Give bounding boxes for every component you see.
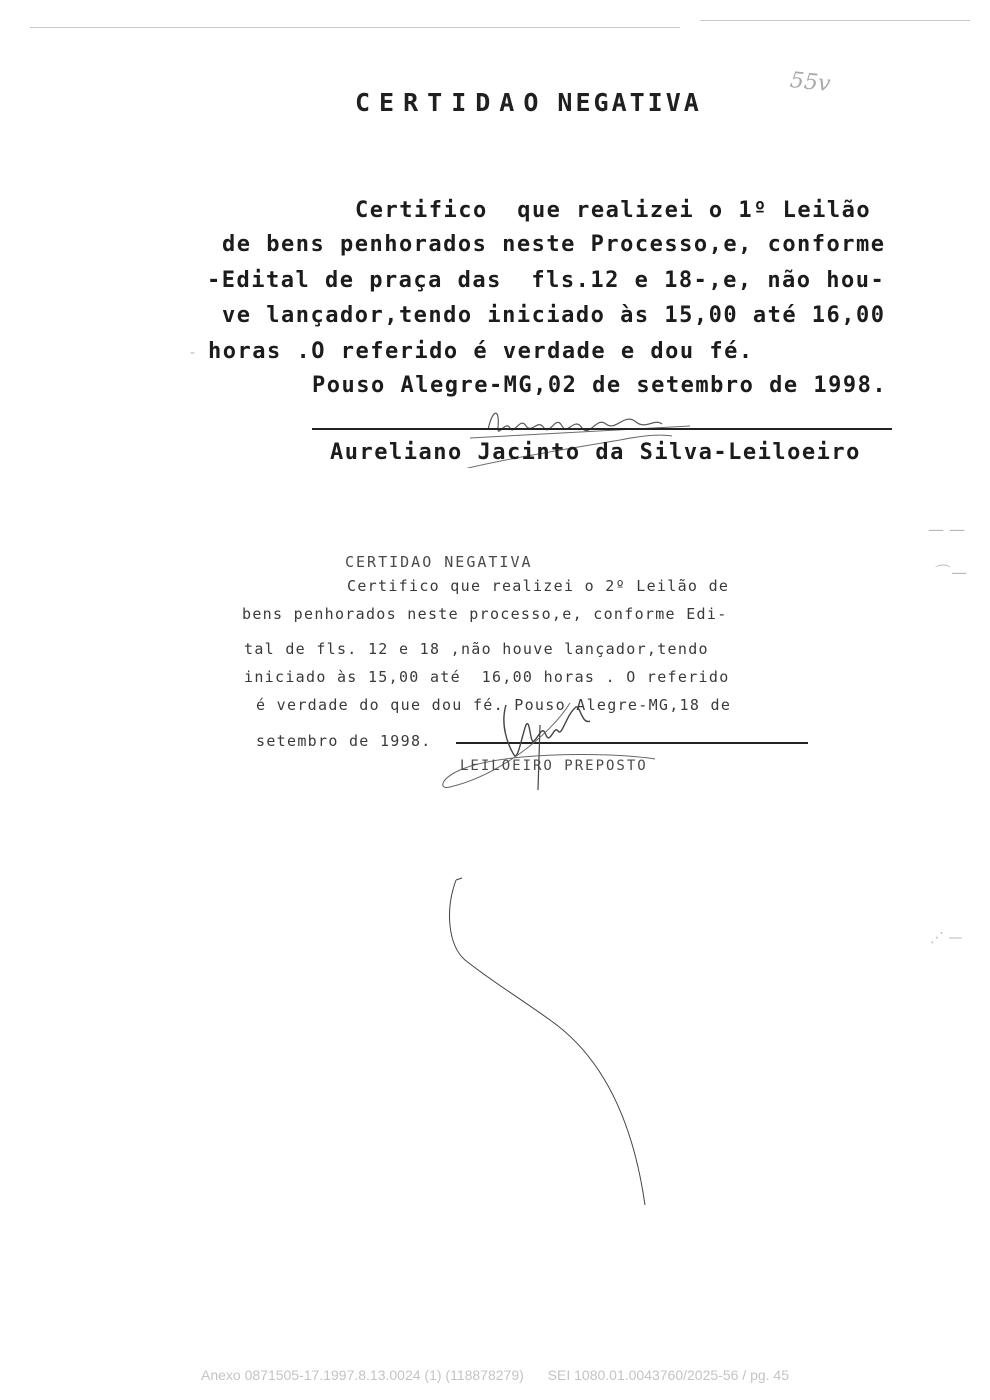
signature-2 [430, 695, 690, 805]
certificate-2-role: LEILOEIRO PREPOSTO [460, 758, 648, 774]
certificate-1-title-word1: CERTIDAO [355, 88, 548, 117]
page-number: 55v [788, 67, 832, 98]
certificate-2-line: é verdade do que dou fé. Pouso Alegre-MG,18 de [256, 696, 732, 714]
certificate-2-line: Certifico que realizei o 2º Leilão de [347, 577, 730, 595]
scan-mark: ⌒— [935, 563, 968, 582]
certificate-2-line: iniciado às 15,00 até 16,00 horas . O referido [244, 668, 730, 686]
scan-mark: ⋰ — [930, 930, 963, 946]
scan-mark: - [190, 345, 196, 361]
certificate-1-signer: Aureliano Jacinto da Silva-Leiloeiro [330, 440, 861, 465]
scan-mark: — — [928, 520, 966, 539]
signature-line [312, 428, 892, 430]
footer-sei-reference: SEI 1080.01.0043760/2025-56 / pg. 45 [547, 1367, 789, 1383]
certificate-1-line: -Edital de praça das fls.12 e 18-,e, não hou- [207, 268, 886, 293]
certificate-1-line: Pouso Alegre-MG,02 de setembro de 1998. [312, 373, 888, 398]
scan-edge-line [700, 20, 970, 21]
certificate-1-line: horas .O referido é verdade e dou fé. [208, 339, 754, 364]
certificate-1-line: de bens penhorados neste Processo,e, conforme [222, 232, 886, 257]
scan-edge-line [30, 27, 680, 28]
pen-stroke [440, 870, 670, 1220]
certificate-1-title-word2: NEGATIVA [557, 88, 702, 117]
certificate-1-title [355, 88, 702, 117]
certificate-1-line: Certifico que realizei o 1º Leilão [355, 198, 872, 223]
certificate-1-line: ve lançador,tendo iniciado às 15,00 até 16,00 [222, 303, 886, 328]
certificate-2-title: CERTIDAO NEGATIVA [345, 553, 533, 571]
certificate-2-line: tal de fls. 12 e 18 ,não houve lançador,tendo [244, 640, 709, 658]
certificate-2-line: setembro de 1998. [256, 732, 432, 750]
footer [0, 1367, 990, 1383]
certificate-2-line: bens penhorados neste processo,e, conforme Edi- [242, 605, 728, 623]
footer-attachment-reference: Anexo 0871505-17.1997.8.13.0024 (1) (118878279) [201, 1367, 524, 1383]
